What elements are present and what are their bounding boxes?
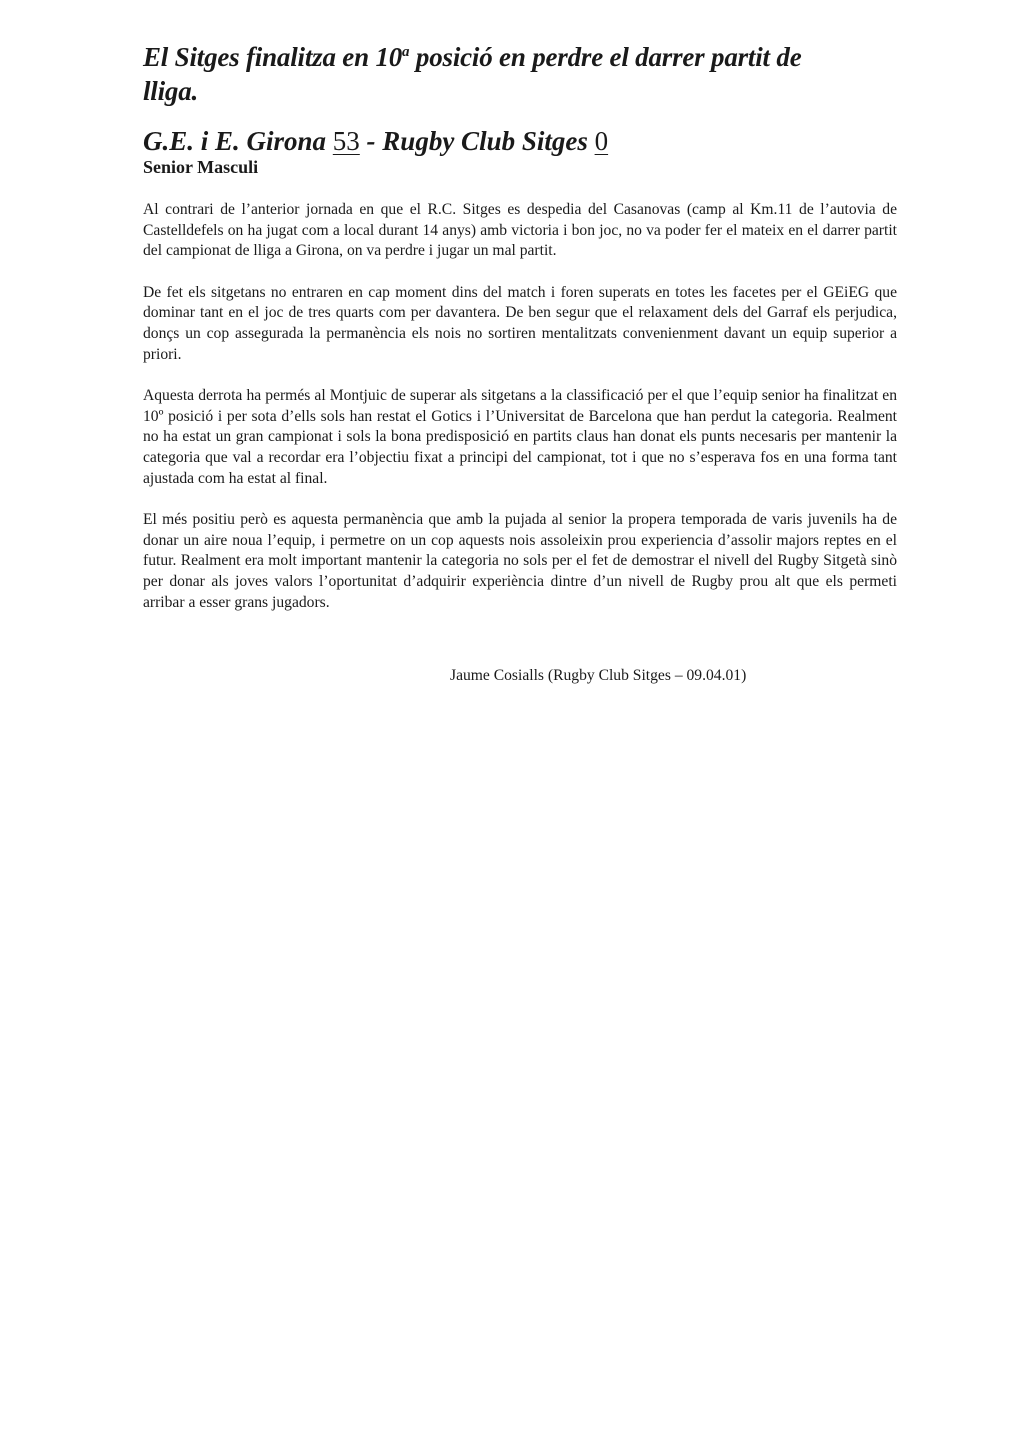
headline <box>143 40 853 108</box>
home-score: 53 <box>332 126 360 156</box>
author-signature: Jaume Cosialls (Rugby Club Sitges – 09.04.01) <box>450 667 747 684</box>
article <box>143 40 897 613</box>
score-separator: - <box>366 126 376 156</box>
match-result <box>143 126 897 156</box>
headline-ordinal: a <box>402 44 410 60</box>
away-score: 0 <box>594 126 609 156</box>
category-label: Senior Masculi <box>143 157 259 177</box>
home-team: G.E. i E. Girona <box>143 126 327 156</box>
headline-part1: El Sitges finalitza en 10 <box>143 42 403 72</box>
headline-part2: posició en perdre el darrer partit de lliga. <box>143 42 802 106</box>
away-team: Rugby Club Sitges <box>382 126 588 156</box>
paragraph-3: Aquesta derrota ha permés al Montjuic de superar als sitgetans a la classificació per el que l’equip senior ha finalitzat en 10º posició i per sota d’ells sols han restat el Gotics i l’Universitat de Barcelona que han perdut la categoria. Realment no ha estat un gran campionat i sols la bona predisposició en partits claus han donat els punts necesaris per mantenir la categoria que val a recordar era l’objectiu fixat a principi del campionat, tot i que no s’esperava fos en una forma tant ajustada com ha estat al final. <box>143 387 897 487</box>
paragraph-1: Al contrari de l’anterior jornada en que el R.C. Sitges es despedia del Casanovas (camp al Km.11 de l’autovia de Castelldefels on ha jugat com a local durant 14 anys) amb victoria i bon joc, no va poder fer el mateix en el darrer partit del campionat de lliga a Girona, on va perdre i jugar un mal partit. <box>143 201 897 260</box>
paragraph-4: El més positiu però es aquesta permanència que amb la pujada al senior la propera temporada de varis juvenils ha de donar un aire noua l’equip, i permetre on un cop aquests nois assoleixin prou experiencia d’assolir majors reptes en el futur. Realment era molt important mantenir la categoria no sols per el fet de demostrar el nivell del Rugby Sitgetà sinò per donar als joves valors l’oportunitat d’adquirir experiència dintre d’un nivell de Rugby prou alt que els permeti arribar a esser grans jugadors. <box>143 511 897 611</box>
paragraph-2: De fet els sitgetans no entraren en cap moment dins del match i foren superats en totes les facetes per el GEiEG que dominar tant en el joc de tres quarts com per davantera. De ben segur que el relaxament dels del Garraf els perjudica, donçs un cop assegurada la permanència els nois no sortiren mentalitzats convenienment davant un equip superior a priori. <box>143 283 897 363</box>
